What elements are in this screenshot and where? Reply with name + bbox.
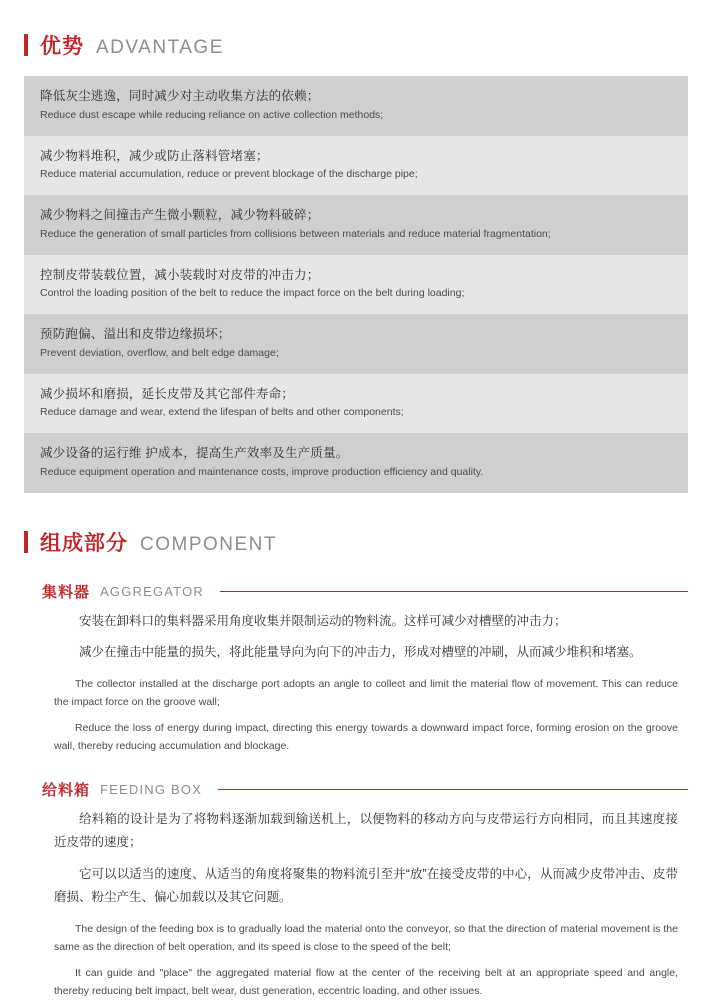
advantage-title-en: ADVANTAGE (96, 37, 224, 59)
paragraph-en: The design of the feeding box is to gradually load the material onto the conveyor, so that the direction of material movement is the same as the direction of belt operation, and its speed is close to the speed of the belt; (54, 920, 678, 957)
advantage-list (24, 76, 688, 493)
advantage-item-cn: 减少损坏和磨损，延长皮带及其它部件寿命； (40, 385, 672, 404)
subsection-title-en: FEEDING BOX (100, 782, 202, 797)
spacer (54, 664, 678, 668)
divider (220, 591, 688, 592)
advantage-item-en: Control the loading position of the belt to reduce the impact force on the belt during loading; (40, 286, 672, 302)
subsection-title-en: AGGREGATOR (100, 584, 204, 599)
advantage-item-cn: 降低灰尘逃逸，同时减少对主动收集方法的依赖； (40, 87, 672, 106)
advantage-item-cn: 减少设备的运行维 护成本，提高生产效率及生产质量。 (40, 444, 672, 463)
list-item (24, 374, 688, 434)
advantage-item-en: Prevent deviation, overflow, and belt edge damage; (40, 346, 672, 362)
advantage-item-en: Reduce the generation of small particles from collisions between materials and reduce material fragmentation; (40, 227, 672, 243)
accent-bar-icon (24, 531, 28, 553)
advantage-item-cn: 预防跑偏、溢出和皮带边缘损坏； (40, 325, 672, 344)
subsection-heading-aggregator (24, 581, 688, 602)
subsection-title-cn: 集料器 (42, 581, 90, 602)
advantage-item-en: Reduce damage and wear, extend the lifespan of belts and other components; (40, 405, 672, 421)
paragraph-cn: 减少在撞击中能量的损失，将此能量导向为向下的冲击力，形成对槽壁的冲刷，从而减少堆积和堵塞。 (54, 641, 678, 664)
accent-bar-icon (24, 34, 28, 56)
paragraph-cn: 给料箱的设计是为了将物料逐渐加载到输送机上，以便物料的移动方向与皮带运行方向相同，而且其速度接近皮带的速度； (54, 808, 678, 854)
subsection-title-cn: 给料箱 (42, 779, 90, 800)
component-title-en: COMPONENT (140, 534, 277, 556)
paragraph-en: The collector installed at the discharge port adopts an angle to collect and limit the material flow of movement. This can reduce the impact force on the groove wall; (54, 675, 678, 712)
advantage-title-cn: 优势 (40, 30, 84, 60)
divider (218, 789, 688, 790)
subsection-body-feeding-box (24, 808, 688, 1000)
advantage-item-cn: 减少物料堆积，减少或防止落料管堵塞； (40, 147, 672, 166)
subsection-heading-feeding-box (24, 779, 688, 800)
list-item (24, 136, 688, 196)
spacer (54, 909, 678, 913)
paragraph-cn: 安装在卸料口的集料器采用角度收集并限制运动的物料流。这样可减少对槽壁的冲击力； (54, 610, 678, 633)
advantage-item-cn: 控制皮带装载位置，减小装载时对皮带的冲击力； (40, 266, 672, 285)
paragraph-en: Reduce the loss of energy during impact, directing this energy towards a downward impact force, forming erosion on the groove wall, thereby reducing accumulation and blockage. (54, 719, 678, 756)
advantage-item-en: Reduce equipment operation and maintenance costs, improve production efficiency and quality. (40, 465, 672, 481)
subsection-body-aggregator (24, 610, 688, 756)
document-page (0, 30, 712, 926)
list-item (24, 76, 688, 136)
list-item (24, 195, 688, 255)
advantage-item-en: Reduce material accumulation, reduce or prevent blockage of the discharge pipe; (40, 167, 672, 183)
list-item (24, 433, 688, 493)
list-item (24, 255, 688, 315)
component-title-cn: 组成部分 (40, 527, 128, 557)
paragraph-en: It can guide and "place" the aggregated material flow at the center of the receiving belt at an appropriate speed and angle, thereby reducing belt impact, belt wear, dust generation, eccentric loading, and other issues. (54, 964, 678, 1000)
advantage-item-cn: 减少物料之间撞击产生微小颗粒，减少物料破碎； (40, 206, 672, 225)
component-section-heading (24, 527, 688, 557)
advantage-item-en: Reduce dust escape while reducing reliance on active collection methods; (40, 108, 672, 124)
list-item (24, 314, 688, 374)
paragraph-cn: 它可以以适当的速度、从适当的角度将聚集的物料流引至并“放”在接受皮带的中心，从而减少皮带冲击、皮带磨损、粉尘产生、偏心加载以及其它问题。 (54, 863, 678, 909)
advantage-section-heading (24, 30, 688, 60)
